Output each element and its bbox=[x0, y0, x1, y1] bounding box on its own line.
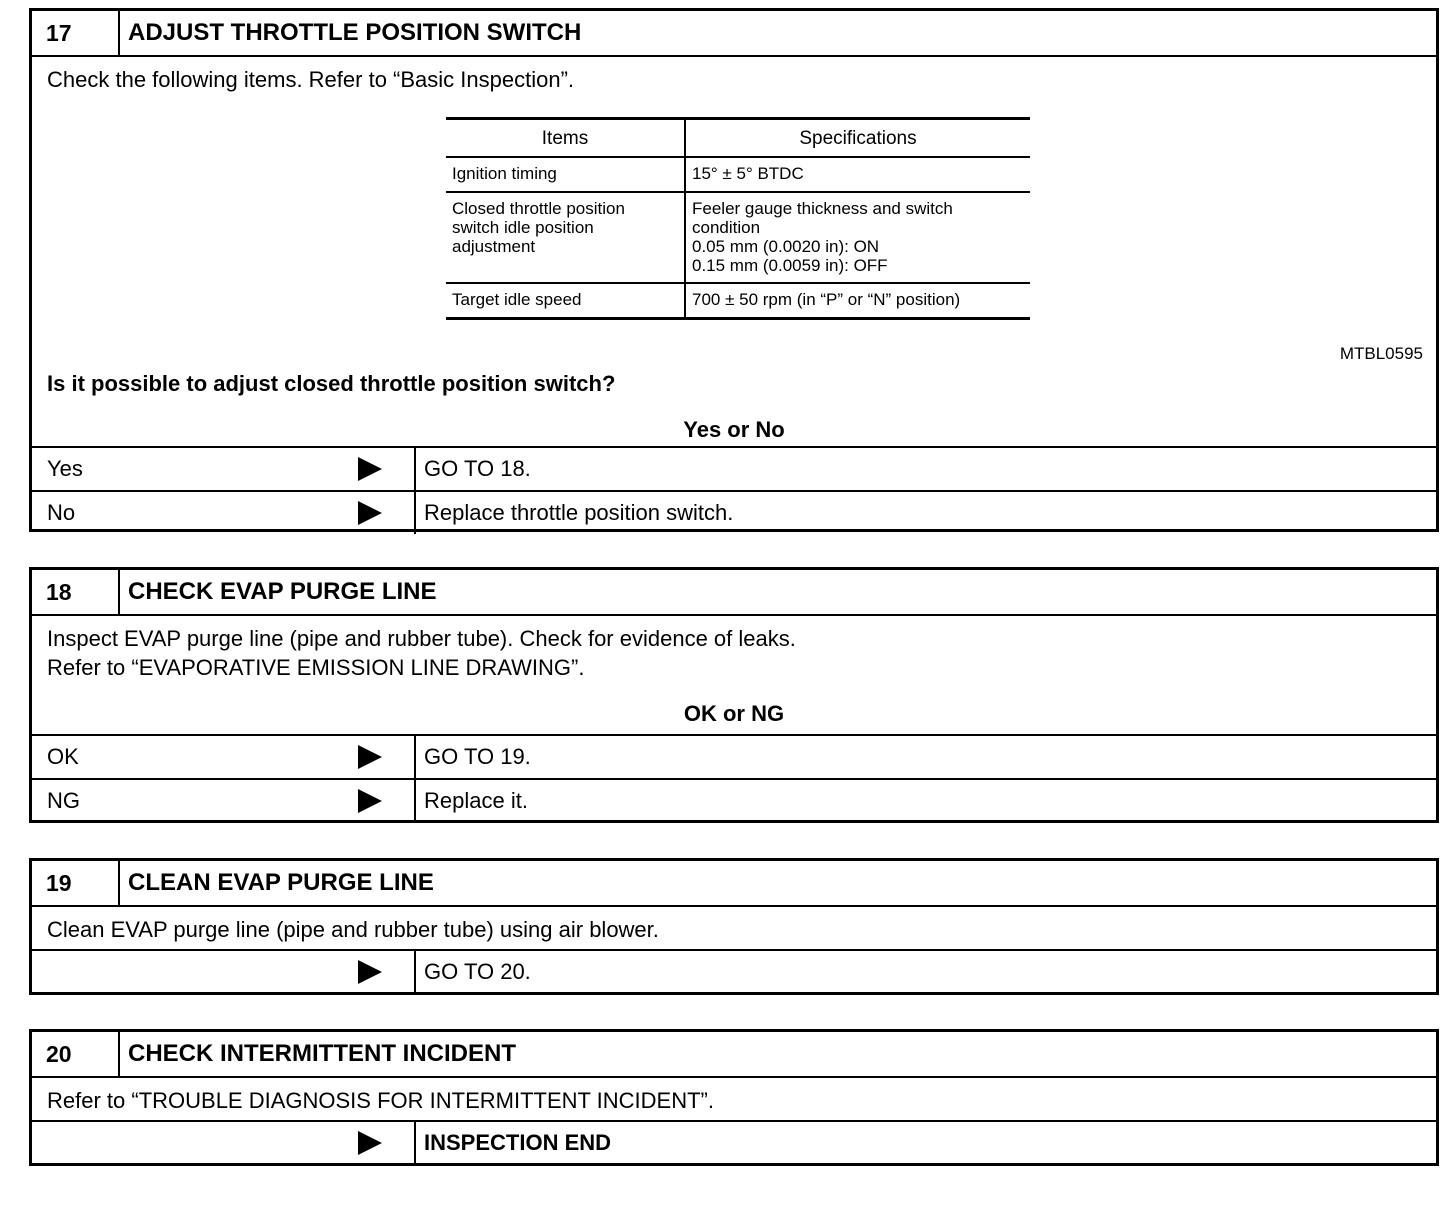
step-text-line: Inspect EVAP purge line (pipe and rubber tube). Check for evidence of leaks. bbox=[47, 626, 796, 651]
step-text: Check the following items. Refer to “Basic Inspection”. bbox=[47, 67, 575, 92]
arrow-right-icon bbox=[358, 1131, 382, 1155]
step-text: Refer to “TROUBLE DIAGNOSIS FOR INTERMITTENT INCIDENT”. bbox=[47, 1088, 714, 1113]
step-title: CLEAN EVAP PURGE LINE bbox=[128, 869, 434, 896]
step-header bbox=[32, 11, 1436, 55]
step-title: ADJUST THROTTLE POSITION SWITCH bbox=[128, 19, 582, 46]
spec-header-specifications: Specifications bbox=[685, 119, 1030, 158]
answer-action: Replace it. bbox=[424, 788, 528, 813]
answer-row-yes bbox=[32, 446, 1436, 490]
arrow-right-icon bbox=[358, 457, 382, 481]
spec-header-items: Items bbox=[446, 119, 685, 158]
answer-row-no bbox=[32, 490, 1436, 534]
answer-row-ok bbox=[32, 734, 1436, 778]
step-text: Clean EVAP purge line (pipe and rubber tube) using air blower. bbox=[47, 917, 659, 942]
step-number: 20 bbox=[32, 1032, 120, 1076]
answer-action: INSPECTION END bbox=[424, 1130, 612, 1155]
arrow-right-icon bbox=[358, 745, 382, 769]
arrow-right-icon bbox=[358, 960, 382, 984]
step-number: 19 bbox=[32, 861, 120, 905]
answer-action: Replace throttle position switch. bbox=[424, 500, 734, 525]
step-number: 18 bbox=[32, 570, 120, 614]
table-row bbox=[446, 157, 1030, 192]
table-row bbox=[446, 192, 1030, 283]
arrow-right-icon bbox=[358, 501, 382, 525]
answer-condition: No bbox=[32, 492, 416, 534]
answer-condition: Yes bbox=[32, 448, 416, 490]
answer-row bbox=[32, 1120, 1436, 1164]
answer-condition: OK bbox=[32, 736, 416, 778]
spec-value: 15° ± 5° BTDC bbox=[685, 157, 1030, 192]
step-header bbox=[32, 861, 1436, 905]
arrow-right-icon bbox=[358, 789, 382, 813]
answer-row-ng bbox=[32, 778, 1436, 822]
step-body bbox=[32, 1076, 1436, 1120]
table-row bbox=[446, 283, 1030, 319]
step-19 bbox=[29, 858, 1439, 995]
step-body bbox=[32, 614, 1436, 734]
answer-row bbox=[32, 949, 1436, 993]
step-20 bbox=[29, 1029, 1439, 1166]
spec-table bbox=[446, 117, 1030, 320]
table-reference-code: MTBL0595 bbox=[1339, 344, 1423, 363]
answer-action: GO TO 18. bbox=[424, 456, 531, 481]
answer-condition bbox=[32, 951, 416, 993]
step-body bbox=[32, 55, 1436, 446]
step-question: Is it possible to adjust closed throttle position switch? bbox=[47, 371, 616, 396]
answer-condition: NG bbox=[32, 780, 416, 822]
answer-action: GO TO 20. bbox=[424, 959, 531, 984]
answer-condition bbox=[32, 1122, 416, 1164]
spec-value: Feeler gauge thickness and switch condition 0.05 mm (0.0020 in): ON 0.15 mm (0.0059 in): OFF bbox=[685, 192, 1030, 283]
spec-item: Ignition timing bbox=[446, 157, 685, 192]
choice-label: Yes or No bbox=[683, 417, 785, 442]
spec-item: Closed throttle position switch idle position adjustment bbox=[446, 192, 685, 283]
step-text bbox=[32, 616, 1436, 682]
step-17 bbox=[29, 8, 1439, 532]
step-18 bbox=[29, 567, 1439, 823]
choice-label: OK or NG bbox=[683, 701, 785, 726]
step-text-line: Refer to “EVAPORATIVE EMISSION LINE DRAWING”. bbox=[47, 655, 585, 680]
step-body bbox=[32, 905, 1436, 949]
step-header bbox=[32, 570, 1436, 614]
spec-item: Target idle speed bbox=[446, 283, 685, 319]
answer-action: GO TO 19. bbox=[424, 744, 531, 769]
step-title: CHECK INTERMITTENT INCIDENT bbox=[128, 1040, 516, 1067]
spec-value: 700 ± 50 rpm (in “P” or “N” position) bbox=[685, 283, 1030, 319]
step-header bbox=[32, 1032, 1436, 1076]
step-number: 17 bbox=[32, 11, 120, 55]
step-title: CHECK EVAP PURGE LINE bbox=[128, 578, 437, 605]
